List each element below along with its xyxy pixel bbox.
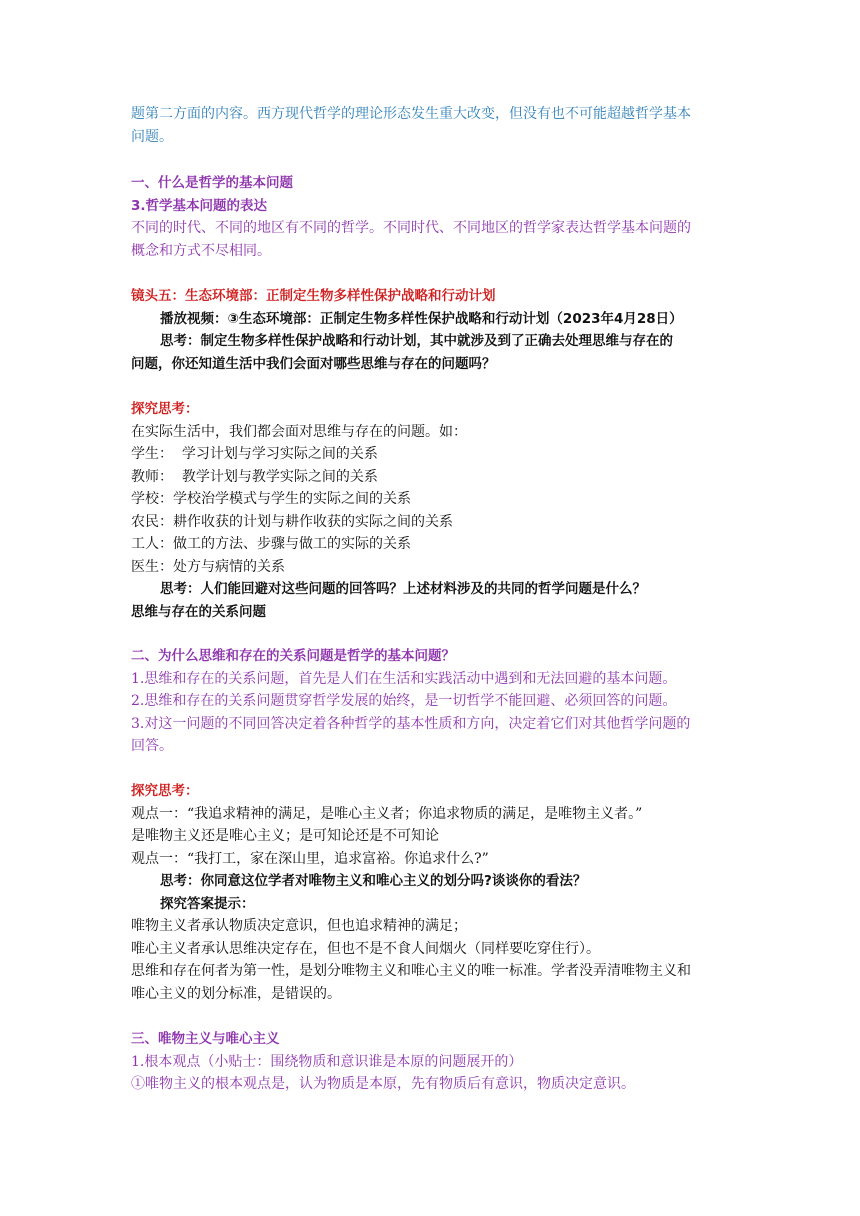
- section-heading: 一、什么是哲学的基本问题: [131, 175, 293, 191]
- text-line: 题第二方面的内容。西方现代哲学的理论形态发生重大改变，但没有也不可能超越哲学基本: [131, 106, 691, 122]
- text-line: 思维和存在何者为第一性，是划分唯物主义和唯心主义的唯一标准。学者没弄清唯物主义和: [131, 963, 691, 979]
- explore-heading: 探究思考：: [131, 401, 199, 417]
- text-line: 观点一：“我追求精神的满足，是唯心主义者；你追求物质的满足，是唯物主义者。”: [131, 805, 643, 822]
- shot-heading: 镜头五：生态环境部：正制定生物多样性保护战略和行动计划: [131, 288, 496, 304]
- text-line: ①唯物主义的根本观点是，认为物质是本原，先有物质后有意识，物质决定意识。: [131, 1076, 635, 1092]
- text-line: 农民：耕作收获的计划与耕作收获的实际之间的关系: [131, 513, 453, 530]
- text-line: 2.思维和存在的关系问题贯穿哲学发展的始终，是一切哲学不能回避、必须回答的问题。: [131, 693, 677, 709]
- text-line: 唯心主义的划分标准，是错误的。: [131, 985, 341, 1002]
- text-line: 在实际生活中，我们都会面对思维与存在的问题。如：: [131, 423, 467, 440]
- explore-heading: 探究思考：: [131, 783, 199, 799]
- section-why-basic-question: [131, 645, 731, 758]
- subsection-heading: 3.哲学基本问题的表达: [131, 197, 268, 214]
- shot-five-section: [131, 285, 731, 375]
- text-line: 唯物主义者承认物质决定意识，但也追求精神的满足；: [131, 918, 467, 934]
- explore-section-2: [131, 780, 731, 1005]
- think-line: 思考：制定生物多样性保护战略和行动计划，其中就涉及到了正确去处理思维与存在的: [160, 333, 673, 349]
- text-line: 学校：学校治学模式与学生的实际之间的关系: [131, 491, 411, 507]
- text-line: 概念和方式不尽相同。: [131, 242, 271, 259]
- text-line: 医生：处方与病情的关系: [131, 558, 285, 575]
- think-line: 思考：你同意这位学者对唯物主义和唯心主义的划分吗?谈谈你的看法？: [160, 873, 587, 889]
- section-what-is-basic-question: [131, 172, 731, 262]
- text-line: 工人：做工的方法、步骤与做工的实际的关系: [131, 536, 411, 552]
- text-line: 观点一：“我打工，家在深山里，追求富裕。你追求什么?”: [131, 850, 489, 867]
- subsection-heading: 1.根本观点（小贴士：围绕物质和意识谁是本原的问题展开的）: [131, 1053, 523, 1070]
- video-line: 播放视频：③生态环境部：正制定生物多样性保护战略和行动计划（2023年4月28日）: [160, 310, 683, 327]
- section-heading: 三、唯物主义与唯心主义: [131, 1031, 280, 1047]
- text-line: 是唯物主义还是唯心主义；是可知论还是不可知论: [131, 828, 439, 844]
- intro-paragraph: [131, 103, 731, 148]
- section-heading: 二、为什么思维和存在的关系问题是哲学的基本问题？: [131, 648, 455, 664]
- text-line: 1.思维和存在的关系问题，首先是人们在生活和实践活动中遇到和无法回避的基本问题。: [131, 670, 677, 687]
- text-line: 唯心主义者承认思维决定存在，但也不是不食人间烟火（同样要吃穿住行）。: [131, 940, 600, 957]
- text-line: 3.对这一问题的不同回答决定着各种哲学的基本性质和方向，决定着它们对其他哲学问题的: [131, 715, 691, 732]
- text-line: 回答。: [131, 738, 173, 754]
- section-materialism-idealism: [131, 1028, 731, 1096]
- think-line: 问题，你还知道生活中我们会面对哪些思维与存在的问题吗？: [131, 355, 496, 372]
- text-line: 不同的时代、不同的地区有不同的哲学。不同时代、不同地区的哲学家表达哲学基本问题的: [131, 220, 691, 236]
- answer-line: 思维与存在的关系问题: [131, 603, 266, 620]
- text-line: 问题。: [131, 128, 173, 145]
- hint-label: 探究答案提示：: [160, 895, 255, 912]
- text-line: 教师： 教学计划与教学实际之间的关系: [131, 468, 378, 485]
- text-line: 学生： 学习计划与学习实际之间的关系: [131, 446, 378, 462]
- think-line: 思考：人们能回避对这些问题的回答吗？上述材料涉及的共同的哲学问题是什么？: [160, 581, 646, 597]
- explore-section-1: [131, 398, 731, 623]
